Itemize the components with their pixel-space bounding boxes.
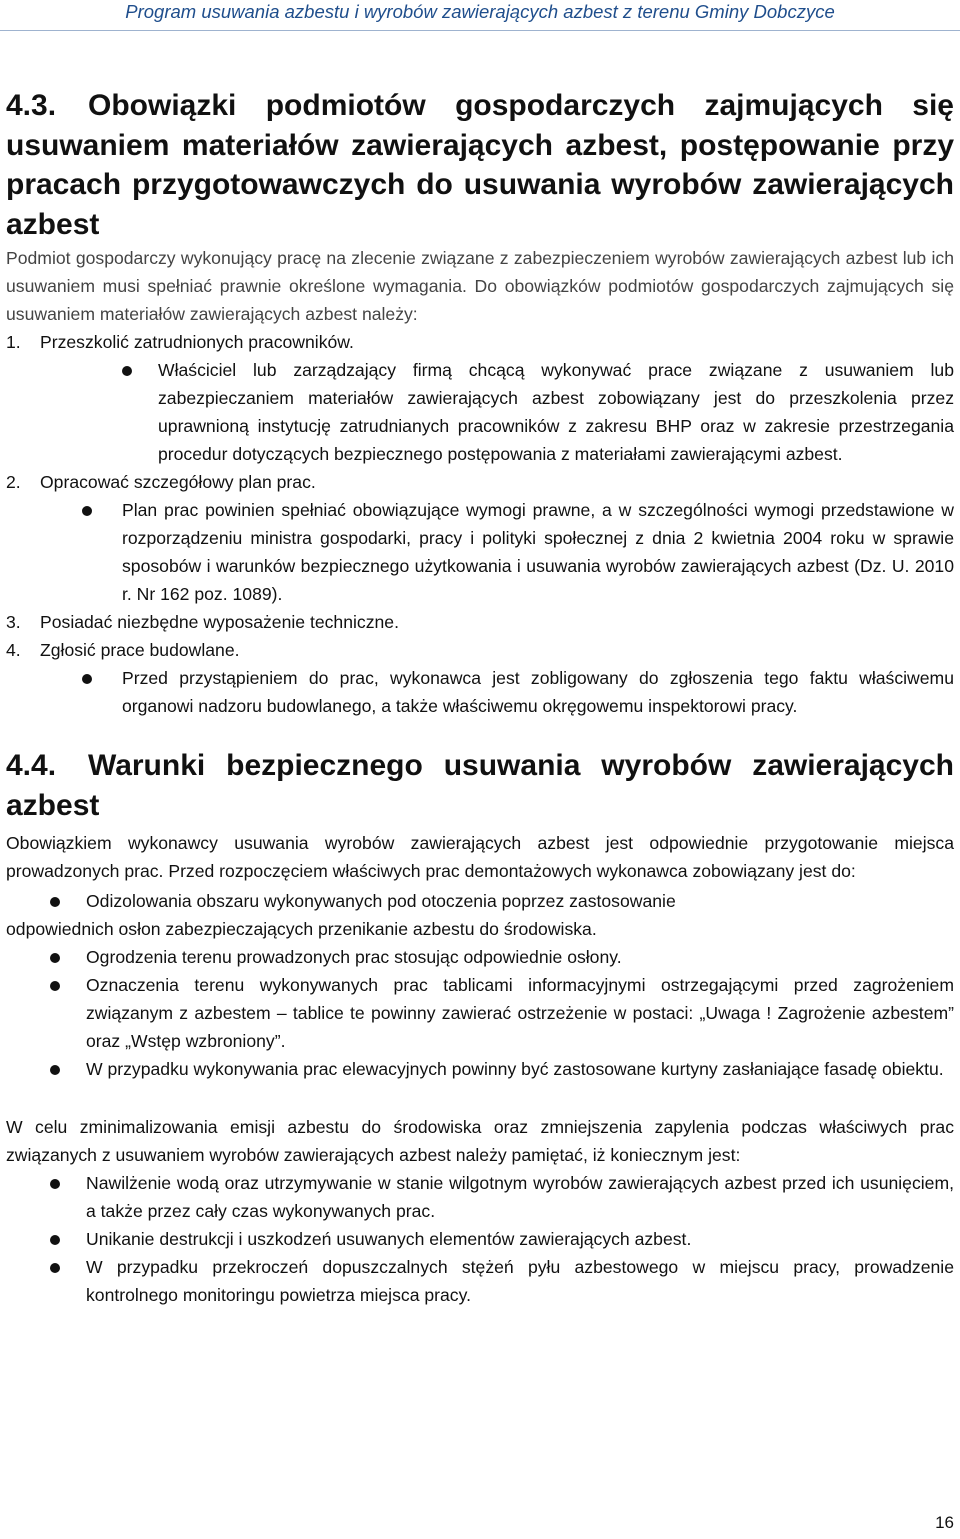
bullet-text: Oznaczenia terenu wykonywanych prac tablicami informacyjnymi ostrzegającymi przed zagrożeniem związanym z azbestem – tablice te powinny zawierać ostrzeżenie w postaci: „Uwaga ! Zagrożenie azbestem” oraz „Wstęp wzbroniony”. (86, 975, 954, 1051)
bullet-item (6, 1169, 954, 1225)
item-number: 3. (6, 612, 21, 632)
bullet-icon (82, 506, 92, 516)
bullet-text: W przypadku przekroczeń dopuszczalnych stężeń pyłu azbestowego w miejscu pracy, prowadzenie kontrolnego monitoringu powietrza miejsca pracy. (86, 1257, 954, 1305)
bullet-item (6, 356, 954, 468)
item-number: 4. (6, 640, 21, 660)
bullet-item (6, 1253, 954, 1309)
header-title: Program usuwania azbestu i wyrobów zawierających azbest z terenu Gminy Dobczyce (125, 1, 835, 22)
numbered-item (6, 636, 954, 664)
bullet-item (6, 1055, 954, 1083)
header-divider (0, 30, 960, 31)
bullet-icon (50, 1065, 60, 1075)
bullet-text: Plan prac powinien spełniać obowiązujące wymogi prawne, a w szczególności wymogi przedstawione w rozporządzeniu ministra gospodarki, pracy i polityki społecznej z dnia 2 kwietnia 2004 roku w sprawie sposobów i warunków bezpiecznego użytkowania i usuwania wyrobów zawierających azbest (Dz. U. 2010 r. Nr 162 poz. 1089). (122, 500, 954, 604)
section-heading-4-3 (6, 86, 954, 244)
item-text: Zgłosić prace budowlane. (40, 640, 240, 660)
section-title: Warunki bezpiecznego usuwania wyrobów zawierających azbest (6, 749, 954, 822)
numbered-item (6, 608, 954, 636)
bullet-item (6, 887, 954, 915)
bullet-text: Przed przystąpieniem do prac, wykonawca jest zobligowany do zgłoszenia tego faktu właściwemu organowi nadzoru budowlanego, a także właściwemu okręgowemu inspektorowi pracy. (122, 668, 954, 716)
bullet-text: W przypadku wykonywania prac elewacyjnych powinny być zastosowane kurtyny zasłaniające fasadę obiektu. (86, 1059, 944, 1079)
paragraph: W celu zminimalizowania emisji azbestu do środowiska oraz zmniejszenia zapylenia podczas właściwych prac związanych z usuwaniem wyrobów zawierających azbest należy pamiętać, iż koniecznym jest: (6, 1117, 954, 1165)
item-text: Opracować szczegółowy plan prac. (40, 472, 316, 492)
section-heading-4-4 (6, 746, 954, 825)
section-number: 4.3. (6, 89, 57, 122)
numbered-item (6, 468, 954, 496)
bullet-icon (50, 1235, 60, 1245)
section-number: 4.4. (6, 749, 57, 782)
bullet-icon (122, 366, 132, 376)
numbered-item (6, 328, 954, 356)
page-number: 16 (935, 1513, 954, 1532)
bullet-icon (50, 897, 60, 907)
bullet-text: Właściciel lub zarządzający firmą chcącą wykonywać prace związane z usuwaniem lub zabezpieczaniem materiałów zawierających azbest zobowiązany jest do przeszkolenia przez uprawnioną instytucję zatrudnianych pracowników z zakresu BHP oraz w zakresie przestrzegania procedur dotyczących bezpiecznego postępowania z materiałami zawierającymi azbest. (158, 360, 954, 464)
bullet-item (6, 971, 954, 1055)
item-text: Posiadać niezbędne wyposażenie techniczne. (40, 612, 399, 632)
bullet-text: Nawilżenie wodą oraz utrzymywanie w stanie wilgotnym wyrobów zawierających azbest przed ich usunięciem, a także przez cały czas wykonywanych prac. (86, 1173, 954, 1221)
bullet-icon (50, 981, 60, 991)
bullet-icon (50, 1179, 60, 1189)
bullet-item (6, 664, 954, 720)
bullet-continuation: odpowiednich osłon zabezpieczających przenikanie azbestu do środowiska. (6, 919, 597, 939)
bullet-icon (50, 953, 60, 963)
item-number: 1. (6, 332, 21, 352)
section-intro: Obowiązkiem wykonawcy usuwania wyrobów zawierających azbest jest odpowiednie przygotowanie miejsca prowadzonych prac. Przed rozpoczęciem właściwych prac demontażowych wykonawca zobowiązany jest do: (6, 833, 954, 881)
bullet-item (6, 496, 954, 608)
bullet-text: Ogrodzenia terenu prowadzonych prac stosując odpowiednie osłony. (86, 947, 622, 967)
section-intro: Podmiot gospodarczy wykonujący pracę na zlecenie związane z zabezpieczeniem wyrobów zawierających azbest lub ich usuwaniem musi spełniać prawnie określone wymagania. Do obowiązków podmiotów gospodarczych zajmujących się usuwaniem materiałów zawierających azbest należy: (6, 248, 954, 324)
bullet-item (6, 943, 954, 971)
item-text: Przeszkolić zatrudnionych pracowników. (40, 332, 354, 352)
item-number: 2. (6, 472, 21, 492)
running-header (0, 0, 960, 34)
page-content (6, 86, 954, 1309)
bullet-text: Unikanie destrukcji i uszkodzeń usuwanych elementów zawierających azbest. (86, 1229, 692, 1249)
section-title: Obowiązki podmiotów gospodarczych zajmujących się usuwaniem materiałów zawierających azbest, postępowanie przy pracach przygotowawczych do usuwania wyrobów zawierających azbest (6, 89, 954, 241)
bullet-icon (82, 674, 92, 684)
bullet-text: Odizolowania obszaru wykonywanych pod otoczenia poprzez zastosowanie (86, 891, 676, 911)
bullet-icon (50, 1263, 60, 1273)
bullet-item (6, 1225, 954, 1253)
